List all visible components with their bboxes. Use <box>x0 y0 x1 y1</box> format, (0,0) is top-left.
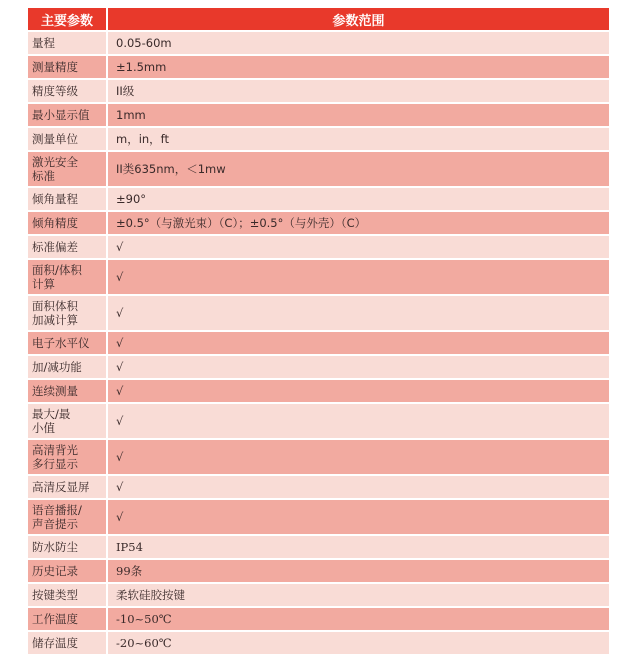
table-row <box>28 152 609 186</box>
table-row <box>28 536 609 558</box>
table-row <box>28 80 609 102</box>
table-row <box>28 32 609 54</box>
param-name-line2: 多行显示 <box>32 457 78 471</box>
param-name: 储存温度 <box>28 632 108 654</box>
param-name: 测量单位 <box>28 128 108 150</box>
table-row <box>28 104 609 126</box>
header-range: 参数范围 <box>108 8 609 30</box>
param-value: √ <box>108 440 609 474</box>
param-name: 连续测量 <box>28 380 108 402</box>
table-row <box>28 260 609 294</box>
param-name: 测量精度 <box>28 56 108 78</box>
table-row <box>28 632 609 654</box>
param-value: 1mm <box>108 104 609 126</box>
param-value: 99条 <box>108 560 609 582</box>
param-value: √ <box>108 380 609 402</box>
param-name: 量程 <box>28 32 108 54</box>
param-name: 高清反显屏 <box>28 476 108 498</box>
table-row <box>28 188 609 210</box>
table-row <box>28 236 609 258</box>
param-name-line1: 最大/最 <box>32 407 71 421</box>
table-row <box>28 296 609 330</box>
param-value: II类635nm，＜1mw <box>108 152 609 186</box>
param-name: 加/减功能 <box>28 356 108 378</box>
table-row <box>28 560 609 582</box>
param-name <box>28 260 108 294</box>
table-row <box>28 212 609 234</box>
param-name-line1: 语音播报/ <box>32 503 82 517</box>
param-name: 精度等级 <box>28 80 108 102</box>
param-name-line1: 高清背光 <box>32 443 78 457</box>
table-row <box>28 500 609 534</box>
table-header-row <box>28 8 609 30</box>
table-row <box>28 332 609 354</box>
param-name <box>28 404 108 438</box>
param-name: 按键类型 <box>28 584 108 606</box>
param-value: IP54 <box>108 536 609 558</box>
table-row <box>28 356 609 378</box>
param-name-line1: 面积/体积 <box>32 263 82 277</box>
param-name-line2: 计算 <box>32 277 55 291</box>
param-value: √ <box>108 356 609 378</box>
table-row <box>28 404 609 438</box>
param-value: II级 <box>108 80 609 102</box>
spec-table <box>28 6 609 656</box>
param-name-line2: 标准 <box>32 169 55 183</box>
table-row <box>28 56 609 78</box>
param-value: ±1.5mm <box>108 56 609 78</box>
param-name: 电子水平仪 <box>28 332 108 354</box>
param-name-line2: 小值 <box>32 421 55 435</box>
param-value: ±90° <box>108 188 609 210</box>
param-value: √ <box>108 260 609 294</box>
param-name: 历史记录 <box>28 560 108 582</box>
param-name: 最小显示值 <box>28 104 108 126</box>
param-name: 工作温度 <box>28 608 108 630</box>
param-value: 0.05-60m <box>108 32 609 54</box>
param-value: √ <box>108 332 609 354</box>
param-value: √ <box>108 296 609 330</box>
param-name <box>28 440 108 474</box>
param-value: √ <box>108 236 609 258</box>
param-value: m，in，ft <box>108 128 609 150</box>
param-name: 标准偏差 <box>28 236 108 258</box>
param-name: 防水防尘 <box>28 536 108 558</box>
table-row <box>28 608 609 630</box>
param-value: √ <box>108 500 609 534</box>
param-name <box>28 296 108 330</box>
param-value: ±0.5°（与激光束）（C）；±0.5°（与外壳）（C） <box>108 212 609 234</box>
table-row <box>28 476 609 498</box>
param-name-line2: 声音提示 <box>32 517 78 531</box>
table-row <box>28 440 609 474</box>
param-name <box>28 152 108 186</box>
param-value: √ <box>108 476 609 498</box>
table-row <box>28 584 609 606</box>
param-name-line2: 加减计算 <box>32 313 78 327</box>
param-value: √ <box>108 404 609 438</box>
table-row <box>28 128 609 150</box>
param-value: -20~60℃ <box>108 632 609 654</box>
header-param: 主要参数 <box>28 8 108 30</box>
param-value: -10~50℃ <box>108 608 609 630</box>
param-name-line1: 激光安全 <box>32 155 78 169</box>
table-row <box>28 380 609 402</box>
param-name <box>28 500 108 534</box>
param-value: 柔软硅胶按键 <box>108 584 609 606</box>
param-name-line1: 面积体积 <box>32 299 78 313</box>
param-name: 倾角精度 <box>28 212 108 234</box>
param-name: 倾角量程 <box>28 188 108 210</box>
